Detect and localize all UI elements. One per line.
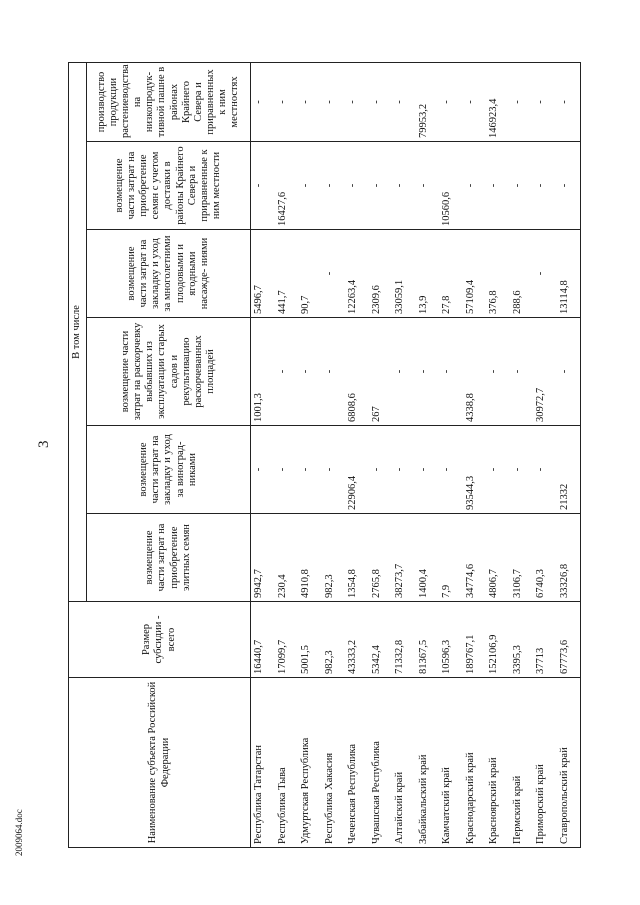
cell-low-productive: - bbox=[275, 62, 299, 141]
cell-total: 16440,7 bbox=[251, 602, 275, 678]
cell-subject-name: Республика Тыва bbox=[275, 678, 299, 848]
cell-uprooting: 30972,7 bbox=[533, 318, 557, 426]
cell-vineyards: - bbox=[275, 426, 299, 514]
cell-perennial: 12263,4 bbox=[345, 230, 369, 318]
cell-elite-seeds: 1400,4 bbox=[416, 514, 440, 602]
cell-total: 10596,3 bbox=[439, 602, 463, 678]
cell-subject-name: Республика Хакасия bbox=[322, 678, 346, 848]
cell-subject-name: Ставропольский край bbox=[557, 678, 581, 848]
cell-elite-seeds: 2765,8 bbox=[369, 514, 393, 602]
header-seeds-north: возмещение части затрат на приобретение семян с учетом доставки в районы Крайнего Севера и приравненные к ним местности bbox=[87, 142, 251, 230]
cell-perennial: 441,7 bbox=[275, 230, 299, 318]
header-group: В том числе bbox=[69, 62, 87, 601]
header-total: Размер субсидии - всего bbox=[69, 602, 251, 678]
cell-low-productive: - bbox=[510, 62, 534, 141]
header-elite-seeds: возмещение части затрат на приобретение элитных семян bbox=[87, 514, 251, 602]
document-id: 2009064.doc bbox=[14, 809, 24, 856]
cell-subject-name: Чувашская Республика bbox=[369, 678, 393, 848]
cell-total: 43333,2 bbox=[345, 602, 369, 678]
table-body bbox=[251, 62, 581, 847]
cell-seeds-north: - bbox=[322, 142, 346, 230]
rotated-table-container bbox=[68, 63, 581, 848]
cell-low-productive: - bbox=[463, 62, 487, 141]
cell-vineyards: - bbox=[392, 426, 416, 514]
table-row bbox=[275, 62, 299, 847]
cell-total: 152106,9 bbox=[486, 602, 510, 678]
cell-uprooting: - bbox=[322, 318, 346, 426]
cell-low-productive: - bbox=[298, 62, 322, 141]
cell-seeds-north: - bbox=[533, 142, 557, 230]
cell-vineyards: - bbox=[298, 426, 322, 514]
cell-vineyards: 93544,3 bbox=[463, 426, 487, 514]
cell-low-productive: - bbox=[392, 62, 416, 141]
cell-seeds-north: - bbox=[392, 142, 416, 230]
cell-elite-seeds: 33326,8 bbox=[557, 514, 581, 602]
cell-seeds-north: - bbox=[298, 142, 322, 230]
cell-seeds-north: - bbox=[486, 142, 510, 230]
cell-vineyards: - bbox=[510, 426, 534, 514]
cell-perennial: 5496,7 bbox=[251, 230, 275, 318]
header-uprooting: возмещение части затрат на раскорчевку выбывших из эксплуатации старых садов и рекультивацию раскорчеванных площадей bbox=[87, 318, 251, 426]
cell-low-productive: - bbox=[251, 62, 275, 141]
cell-total: 5342,4 bbox=[369, 602, 393, 678]
table-row bbox=[486, 62, 510, 847]
cell-total: 189767,1 bbox=[463, 602, 487, 678]
header-low-productive: производство продукции растениеводства на низкопродук- тивной пашне в районах Крайнего Севера и приравненных к ним местностях bbox=[87, 62, 251, 141]
cell-uprooting: 4338,8 bbox=[463, 318, 487, 426]
table-row bbox=[510, 62, 534, 847]
table-row bbox=[463, 62, 487, 847]
cell-low-productive: - bbox=[345, 62, 369, 141]
cell-perennial: 57109,4 bbox=[463, 230, 487, 318]
cell-elite-seeds: 6740,3 bbox=[533, 514, 557, 602]
cell-low-productive: 79953,2 bbox=[416, 62, 440, 141]
cell-elite-seeds: 1354,8 bbox=[345, 514, 369, 602]
cell-perennial: 13,9 bbox=[416, 230, 440, 318]
cell-uprooting: - bbox=[510, 318, 534, 426]
table-row bbox=[416, 62, 440, 847]
cell-perennial: - bbox=[533, 230, 557, 318]
cell-elite-seeds: 9942,7 bbox=[251, 514, 275, 602]
cell-low-productive: - bbox=[533, 62, 557, 141]
header-vineyards: возмещение части затрат на закладку и уход за виноград- никами bbox=[87, 426, 251, 514]
cell-total: 982,3 bbox=[322, 602, 346, 678]
cell-vineyards: - bbox=[416, 426, 440, 514]
header-subject-name: Наименование субъекта Российской Федерации bbox=[69, 678, 251, 848]
cell-subject-name: Забайкальский край bbox=[416, 678, 440, 848]
cell-vineyards: - bbox=[533, 426, 557, 514]
cell-seeds-north: 16427,6 bbox=[275, 142, 299, 230]
page-number: 3 bbox=[36, 440, 52, 448]
cell-subject-name: Краснодарский край bbox=[463, 678, 487, 848]
cell-elite-seeds: 38273,7 bbox=[392, 514, 416, 602]
cell-perennial: 90,7 bbox=[298, 230, 322, 318]
cell-subject-name: Красноярский край bbox=[486, 678, 510, 848]
cell-perennial: 2309,6 bbox=[369, 230, 393, 318]
cell-elite-seeds: 4806,7 bbox=[486, 514, 510, 602]
cell-perennial: 288,6 bbox=[510, 230, 534, 318]
cell-elite-seeds: 34774,6 bbox=[463, 514, 487, 602]
cell-vineyards: - bbox=[439, 426, 463, 514]
cell-perennial: - bbox=[322, 230, 346, 318]
cell-subject-name: Чеченская Республика bbox=[345, 678, 369, 848]
cell-vineyards: - bbox=[369, 426, 393, 514]
cell-elite-seeds: 3106,7 bbox=[510, 514, 534, 602]
cell-elite-seeds: 982,3 bbox=[322, 514, 346, 602]
cell-subject-name: Пермский край bbox=[510, 678, 534, 848]
cell-vineyards: 21332 bbox=[557, 426, 581, 514]
cell-perennial: 27,8 bbox=[439, 230, 463, 318]
cell-low-productive: - bbox=[369, 62, 393, 141]
subsidy-table bbox=[68, 62, 581, 848]
table-row bbox=[439, 62, 463, 847]
cell-total: 17099,7 bbox=[275, 602, 299, 678]
table-row bbox=[369, 62, 393, 847]
cell-total: 81367,5 bbox=[416, 602, 440, 678]
cell-uprooting: - bbox=[557, 318, 581, 426]
cell-low-productive: - bbox=[322, 62, 346, 141]
table-row bbox=[322, 62, 346, 847]
cell-seeds-north: - bbox=[463, 142, 487, 230]
cell-seeds-north: - bbox=[557, 142, 581, 230]
cell-subject-name: Удмуртская Республика bbox=[298, 678, 322, 848]
cell-perennial: 13114,8 bbox=[557, 230, 581, 318]
cell-uprooting: - bbox=[298, 318, 322, 426]
cell-subject-name: Алтайский край bbox=[392, 678, 416, 848]
table-row bbox=[533, 62, 557, 847]
cell-elite-seeds: 7,9 bbox=[439, 514, 463, 602]
table-row bbox=[392, 62, 416, 847]
cell-total: 71332,8 bbox=[392, 602, 416, 678]
cell-uprooting: - bbox=[416, 318, 440, 426]
cell-seeds-north: - bbox=[251, 142, 275, 230]
cell-uprooting: - bbox=[486, 318, 510, 426]
cell-elite-seeds: 230,4 bbox=[275, 514, 299, 602]
cell-subject-name: Приморский край bbox=[533, 678, 557, 848]
cell-low-productive: 146923,4 bbox=[486, 62, 510, 141]
table-row bbox=[251, 62, 275, 847]
cell-perennial: 376,8 bbox=[486, 230, 510, 318]
cell-perennial: 33059,1 bbox=[392, 230, 416, 318]
table-row bbox=[298, 62, 322, 847]
cell-subject-name: Республика Татарстан bbox=[251, 678, 275, 848]
cell-seeds-north: - bbox=[345, 142, 369, 230]
cell-seeds-north: - bbox=[510, 142, 534, 230]
cell-total: 67773,6 bbox=[557, 602, 581, 678]
cell-subject-name: Камчатский край bbox=[439, 678, 463, 848]
cell-seeds-north: - bbox=[416, 142, 440, 230]
cell-uprooting: - bbox=[439, 318, 463, 426]
cell-uprooting: 6808,6 bbox=[345, 318, 369, 426]
cell-total: 5001,5 bbox=[298, 602, 322, 678]
cell-total: 37713 bbox=[533, 602, 557, 678]
cell-low-productive: - bbox=[439, 62, 463, 141]
cell-total: 3395,3 bbox=[510, 602, 534, 678]
cell-seeds-north: - bbox=[369, 142, 393, 230]
cell-uprooting: 267 bbox=[369, 318, 393, 426]
cell-seeds-north: 10560,6 bbox=[439, 142, 463, 230]
cell-vineyards: - bbox=[486, 426, 510, 514]
cell-low-productive: - bbox=[557, 62, 581, 141]
cell-uprooting: - bbox=[275, 318, 299, 426]
header-perennial-plantings: возмещение части затрат на закладку и уход за многолетними плодовыми и ягодными насажде- ниями bbox=[87, 230, 251, 318]
cell-uprooting: 1001,3 bbox=[251, 318, 275, 426]
cell-vineyards: - bbox=[251, 426, 275, 514]
cell-vineyards: - bbox=[322, 426, 346, 514]
table-row bbox=[557, 62, 581, 847]
cell-elite-seeds: 4910,8 bbox=[298, 514, 322, 602]
table-row bbox=[345, 62, 369, 847]
cell-vineyards: 22906,4 bbox=[345, 426, 369, 514]
cell-uprooting: - bbox=[392, 318, 416, 426]
